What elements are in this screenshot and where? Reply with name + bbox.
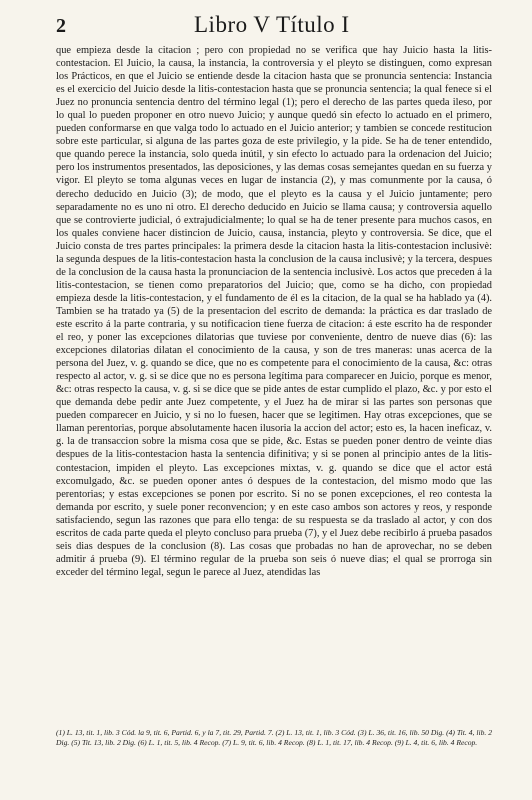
running-title: Libro V Título I — [194, 12, 350, 37]
page-number: 2 — [56, 15, 66, 37]
page-header — [56, 12, 492, 42]
body-paragraph: que empieza desde la citacion ; pero con propiedad no se verifica que hay Juicio hasta la litis-contestacion. El Juicio, la causa, la instancia, la controversia y el pleyto se distinguen, como expresan los Prácticos, en que el Juicio se entiende desde la citacion hasta que se pronuncia sentencia: Instancia es el exercicio del Juicio desde la litis-contestacion hasta que se pronuncia sentencia; la qual fenece si el Juez no pronuncia sentencia dentro del término legal (1); pero el derecho de las partes queda ileso, por lo qual lo pueden proponer en otro nuevo Juicio; y aunque quedó sin efecto lo actuado en el primero, pueden conformarse en que valga todo lo actuado en el Juicio anterior; y tambien se concede restitucion sobre este particular, si alguna de las partes goza de este privilegio, y la pide. Se ha de tener entendido, que quando perece la instancia, solo queda inútil, y sin efecto lo actuado para la ordenacion del Juicio; pero los instrumentos presentados, las deposiciones, y las demas cosas semejantes quedan en su fuerza y vigor. El pleyto se toma algunas veces en lugar de instancia (2), y mas comunmente por la causa, ó derecho deducido en Juicio (3); de modo, que el pleyto es la causa y el Juicio juntamente; pero separadamente no es uno ni otro. El derecho deducido en Juicio se llama causa; y controversia aquello que se controvierte judicial, ó extrajudicialmente; lo qual se ha de tener presente para muchos casos, en los quales conviene hacer distincion de Juicio, causa, instancia, pleyto y controversia. Se dice, que el Juicio consta de tres partes principales: la primera desde la citacion hasta la litis-contestacion inclusivè: la segunda despues de la litis-contestacion hasta la conclusion de la causa inclusivè; y la tercera, despues de la conclusion de la causa hasta la pronunciacion de la sentencia inclusivè. Los actos que preceden á la litis-contestacion, se tienen como preparatorios del Juicio; que, como se ha dicho, con propiedad empieza desde la litis-contestacion, y el fundamento de él es la citacion, de la qual se ha hablado ya (4). Tambien se ha tratado ya (5) de la presentacion del escrito de demanda: la práctica es dar traslado de este escrito á la parte contraria, y su notificacion tiene fuerza de citacion: á este escrito ha de responder el reo, y poner las excepciones dilatorias que tuviese por conveniente, dentro de nueve dias (6): las excepciones dilatorias dilatan el conocimiento de la causa, y son de tres maneras: unas acerca de la persona del Juez, v. g. quando se dice, que no es competente para el conocimiento de la causa, &c: otras respecto al actor, v. g. si se dice que no es persona legítima para comparecer en Juicio, porque es menor, &c: otras respecto la causa, v. g. si se dice que se pide antes de estar cumplido el plazo, &c. y por esto el que demanda debe pedir ante Juez competente, y el Juez ha de mirar si las partes son personas que pueden comparecer en Juicio, y si no lo fuesen, hacer que se legitimen. Hay otras excepciones, que se llaman perentorias, porque absolutamente hacen ilusoria la accion del actor; esto es, la hacen ineficaz, v. g. la de transaccion sobre la misma cosa que se pide, &c. Estas se pueden poner dentro de veinte dias despues de la litis-contestacion hasta la sentencia difinitiva; y si se ponen al principio antes de la litis-contestacion, impiden el pleyto. Las excepciones mixtas, v. g. quando se dice que el actor está excomulgado, &c. se pueden oponer antes ó despues de la contestacion, del mismo modo que las perentorias; y estas excepciones se ponen por escrito. Si no se ponen excepciones, el reo contesta la demanda por escrito, y suele poner reconvencion; y en este caso ambos son actores y reos, y responde satisfaciendo, segun las razones que para ello tenga: de su respuesta se da traslado al actor, y con dos escritos de cada parte queda el pleyto concluso para prueba (7), y el Juez debe recibirlo á prueba pasados seis dias despues de la conclusion (8). Las cosas que probadas no han de aprovechar, no se deben admitir á prueba (9). El término regular de la prueba son seis ó nueve dias; el qual se prorroga sin exceder del término legal, segun le parece al Juez, atendidas las — [56, 45, 492, 578]
footnotes — [56, 728, 492, 748]
footnote-text: (1) L. 13, tit. 1, lib. 3 Cód. la 9, tit. 6, Partid. 6, y la 7, tit. 29, Partid. 7. (2) L. 13, tit. 1, lib. 3 Cód. (3) L. 36, tit. 16, lib. 50 Dig. (4) Tit. 4, lib. 2 Dig. (5) Tit. 13, lib. 2 Dig. (6) L. 1, tit. 5, lib. 4 Recop. (7) L. 9, tit. 6, lib. 4 Recop. (8) L. 1, tit. 17, lib. 4 Recop. (9) L. 4, tit. 6, lib. 4 Recop. — [56, 728, 492, 747]
body-text — [56, 44, 492, 579]
